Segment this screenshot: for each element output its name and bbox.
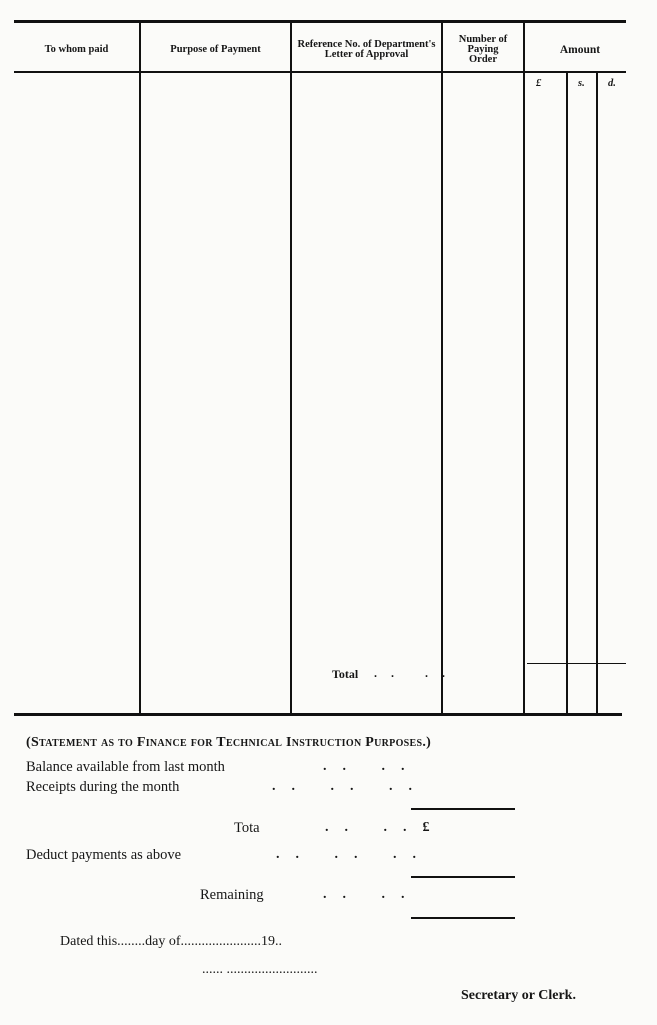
- remaining-label: Remaining: [200, 887, 264, 903]
- table-bottom-rule: [14, 713, 622, 716]
- total-rule: [527, 663, 626, 664]
- receipts-leader: .. .. ..: [272, 779, 428, 794]
- dated-line: Dated this........day of.......................19..: [60, 934, 283, 949]
- remaining-rule: [411, 917, 515, 919]
- amount-unit-pounds: £: [536, 78, 542, 89]
- signature-dots: ...... ..........................: [202, 962, 318, 977]
- header-paying-order: Number of Paying Order: [458, 34, 508, 65]
- column-divider-3: [441, 22, 443, 714]
- deduct-label: Deduct payments as above: [26, 847, 182, 863]
- header-amount: Amount: [559, 44, 601, 56]
- amount-shillings-divider: [566, 72, 568, 714]
- column-divider-2: [290, 22, 292, 714]
- header-bottom-rule: [14, 71, 626, 73]
- total-statement-leader: .. ..£: [325, 820, 446, 835]
- balance-leader: .. ..: [323, 759, 421, 774]
- balance-label: Balance available from last month: [26, 759, 225, 775]
- header-reference-no: Reference No. of Department's Letter of Approval: [297, 39, 436, 60]
- table-top-rule: [14, 20, 626, 23]
- total-leader-dots: .. ..: [374, 666, 459, 680]
- amount-unit-pence: d.: [608, 78, 616, 89]
- remaining-leader: .. ..: [323, 887, 421, 902]
- amount-unit-shillings: s.: [578, 78, 585, 89]
- subtotal-rule-1: [411, 808, 515, 810]
- statement-heading: (Statement as to Finance for Technical Instruction Purposes.): [26, 735, 432, 750]
- subtotal-rule-2: [411, 876, 515, 878]
- header-purpose-of-payment: Purpose of Payment: [170, 44, 261, 55]
- header-to-whom-paid: To whom paid: [44, 44, 109, 55]
- column-divider-1: [139, 22, 141, 714]
- amount-pence-divider: [596, 72, 598, 714]
- total-statement-label: Tota: [234, 820, 260, 836]
- signature-label: Secretary or Clerk.: [461, 988, 576, 1003]
- total-label: Total: [332, 667, 359, 681]
- receipts-label: Receipts during the month: [26, 779, 180, 795]
- column-divider-4: [523, 22, 525, 714]
- deduct-leader: .. .. ..: [276, 847, 432, 862]
